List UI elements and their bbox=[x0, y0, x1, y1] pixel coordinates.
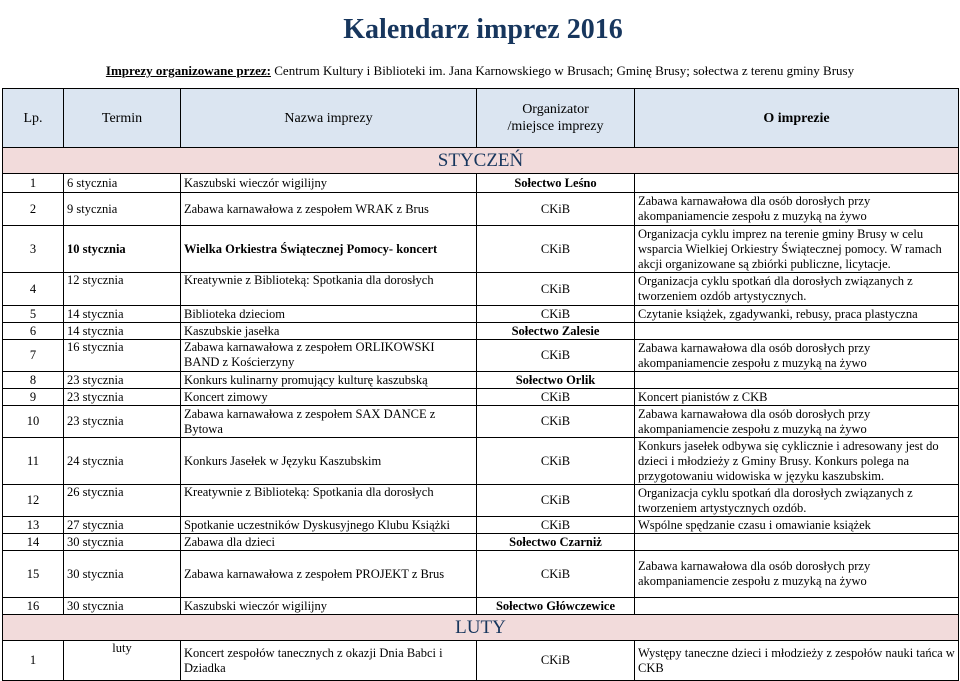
cell-date: 30 stycznia bbox=[64, 551, 181, 598]
cell-about: Wspólne spędzanie czasu i omawianie książek bbox=[635, 517, 959, 534]
cell-organizer: CKiB bbox=[477, 406, 635, 438]
events-table bbox=[2, 88, 959, 681]
cell-date: 27 stycznia bbox=[64, 517, 181, 534]
cell-no: 4 bbox=[3, 273, 64, 306]
cell-organizer: CKiB bbox=[477, 641, 635, 681]
cell-no: 8 bbox=[3, 372, 64, 389]
cell-date: 16 stycznia bbox=[64, 340, 181, 372]
cell-no: 6 bbox=[3, 323, 64, 340]
cell-name: Zabawa karnawałowa z zespołem WRAK z Brus bbox=[181, 193, 477, 226]
cell-name: Konkurs Jasełek w Języku Kaszubskim bbox=[181, 438, 477, 485]
cell-organizer: CKiB bbox=[477, 438, 635, 485]
cell-about: Organizacja cyklu spotkań dla dorosłych związanych z tworzeniem ozdób artystycznych. bbox=[635, 273, 959, 306]
cell-about bbox=[635, 598, 959, 615]
cell-organizer: CKiB bbox=[477, 193, 635, 226]
table-row bbox=[3, 340, 959, 372]
cell-no: 1 bbox=[3, 641, 64, 681]
cell-name: Zabawa dla dzieci bbox=[181, 534, 477, 551]
month-row-january bbox=[3, 148, 959, 174]
cell-organizer: Sołectwo Leśno bbox=[477, 174, 635, 193]
table-row bbox=[3, 517, 959, 534]
cell-about bbox=[635, 174, 959, 193]
cell-date: 14 stycznia bbox=[64, 306, 181, 323]
header-date: Termin bbox=[64, 89, 181, 148]
cell-date: 24 stycznia bbox=[64, 438, 181, 485]
cell-name: Spotkanie uczestników Dyskusyjnego Klubu Książki bbox=[181, 517, 477, 534]
cell-date: 6 stycznia bbox=[64, 174, 181, 193]
cell-date: 9 stycznia bbox=[64, 193, 181, 226]
cell-date: luty bbox=[64, 641, 181, 681]
table-row bbox=[3, 598, 959, 615]
cell-name: Kreatywnie z Biblioteką: Spotkania dla dorosłych bbox=[181, 485, 477, 517]
table-row bbox=[3, 174, 959, 193]
cell-organizer: Sołectwo Czarniż bbox=[477, 534, 635, 551]
table-row bbox=[3, 193, 959, 226]
table-row bbox=[3, 406, 959, 438]
cell-no: 5 bbox=[3, 306, 64, 323]
month-label: STYCZEŃ bbox=[3, 148, 959, 174]
cell-organizer: Sołectwo Orlik bbox=[477, 372, 635, 389]
header-organizer-line1: Organizator bbox=[522, 102, 589, 117]
cell-about: Organizacja cyklu imprez na terenie gminy Brusy w celu wsparcia Wielkiej Orkiestry Świątecznej pomocy. W ramach akcji organizowane są zbiórki publiczne, licytacje. bbox=[635, 226, 959, 273]
cell-no: 1 bbox=[3, 174, 64, 193]
cell-about: Zabawa karnawałowa dla osób dorosłych przy akompaniamencie zespołu z muzyką na żywo bbox=[635, 340, 959, 372]
table-row bbox=[3, 438, 959, 485]
cell-no: 7 bbox=[3, 340, 64, 372]
cell-name: Koncert zimowy bbox=[181, 389, 477, 406]
table-row bbox=[3, 273, 959, 306]
cell-organizer: Sołectwo Zalesie bbox=[477, 323, 635, 340]
table-row bbox=[3, 551, 959, 598]
cell-date: 12 stycznia bbox=[64, 273, 181, 306]
cell-name: Zabawa karnawałowa z zespołem PROJEKT z Brus bbox=[181, 551, 477, 598]
cell-organizer: CKiB bbox=[477, 389, 635, 406]
cell-no: 15 bbox=[3, 551, 64, 598]
table-row bbox=[3, 485, 959, 517]
cell-organizer: CKiB bbox=[477, 340, 635, 372]
header-name: Nazwa imprezy bbox=[181, 89, 477, 148]
cell-no: 12 bbox=[3, 485, 64, 517]
cell-no: 3 bbox=[3, 226, 64, 273]
cell-name: Wielka Orkiestra Świątecznej Pomocy- koncert bbox=[181, 226, 477, 273]
cell-about bbox=[635, 372, 959, 389]
cell-no: 10 bbox=[3, 406, 64, 438]
header-about: O imprezie bbox=[635, 89, 959, 148]
cell-date: 23 stycznia bbox=[64, 372, 181, 389]
cell-about: Koncert pianistów z CKB bbox=[635, 389, 959, 406]
header-organizer bbox=[477, 89, 635, 148]
subtitle-text: Centrum Kultury i Biblioteki im. Jana Karnowskiego w Brusach; Gminę Brusy; sołectwa z terenu gminy Brusy bbox=[271, 63, 855, 78]
month-label: LUTY bbox=[3, 615, 959, 641]
cell-date: 10 stycznia bbox=[64, 226, 181, 273]
cell-about bbox=[635, 323, 959, 340]
cell-organizer: Sołectwo Główczewice bbox=[477, 598, 635, 615]
cell-about: Występy taneczne dzieci i młodzieży z zespołów nauki tańca w CKB bbox=[635, 641, 959, 681]
cell-date: 23 stycznia bbox=[64, 389, 181, 406]
table-row bbox=[3, 323, 959, 340]
cell-organizer: CKiB bbox=[477, 517, 635, 534]
cell-no: 2 bbox=[3, 193, 64, 226]
cell-about: Zabawa karnawałowa dla osób dorosłych przy akompaniamencie zespołu z muzyką na żywo bbox=[635, 193, 959, 226]
cell-date: 30 stycznia bbox=[64, 534, 181, 551]
cell-name: Zabawa karnawałowa z zespołem ORLIKOWSKI BAND z Kościerzyny bbox=[181, 340, 477, 372]
cell-about: Organizacja cyklu spotkań dla dorosłych związanych z tworzeniem artystycznych ozdób. bbox=[635, 485, 959, 517]
table-row bbox=[3, 306, 959, 323]
table-row bbox=[3, 534, 959, 551]
month-row-february bbox=[3, 615, 959, 641]
cell-name: Kaszubski wieczór wigilijny bbox=[181, 598, 477, 615]
cell-about: Czytanie książek, zgadywanki, rebusy, praca plastyczna bbox=[635, 306, 959, 323]
cell-about: Konkurs jasełek odbywa się cyklicznie i adresowany jest do dzieci i młodzieży z Gminy Brusy. Konkurs polega na przygotowaniu widowiska w języku kaszubskim. bbox=[635, 438, 959, 485]
cell-date: 26 stycznia bbox=[64, 485, 181, 517]
cell-about bbox=[635, 534, 959, 551]
cell-no: 14 bbox=[3, 534, 64, 551]
cell-name: Kaszubskie jasełka bbox=[181, 323, 477, 340]
cell-name: Koncert zespołów tanecznych z okazji Dnia Babci i Dziadka bbox=[181, 641, 477, 681]
table-row bbox=[3, 372, 959, 389]
document-title: Kalendarz imprez 2016 bbox=[343, 14, 623, 45]
header-organizer-line2: /miejsce imprezy bbox=[507, 119, 604, 134]
table-row bbox=[3, 641, 959, 681]
subtitle-lead: Imprezy organizowane przez: bbox=[105, 63, 271, 78]
cell-date: 14 stycznia bbox=[64, 323, 181, 340]
table-row bbox=[3, 389, 959, 406]
cell-organizer: CKiB bbox=[477, 273, 635, 306]
cell-date: 30 stycznia bbox=[64, 598, 181, 615]
cell-no: 9 bbox=[3, 389, 64, 406]
cell-name: Biblioteka dzieciom bbox=[181, 306, 477, 323]
cell-organizer: CKiB bbox=[477, 306, 635, 323]
table-row bbox=[3, 226, 959, 273]
cell-name: Konkurs kulinarny promujący kulturę kaszubską bbox=[181, 372, 477, 389]
cell-name: Kreatywnie z Biblioteką: Spotkania dla dorosłych bbox=[181, 273, 477, 306]
cell-organizer: CKiB bbox=[477, 226, 635, 273]
header-no: Lp. bbox=[3, 89, 64, 148]
header-row bbox=[3, 89, 959, 148]
cell-no: 13 bbox=[3, 517, 64, 534]
cell-about: Zabawa karnawałowa dla osób dorosłych przy akompaniamencie zespołu z muzyką na żywo bbox=[635, 551, 959, 598]
cell-organizer: CKiB bbox=[477, 551, 635, 598]
cell-date: 23 stycznia bbox=[64, 406, 181, 438]
cell-name: Zabawa karnawałowa z zespołem SAX DANCE z Bytowa bbox=[181, 406, 477, 438]
cell-no: 11 bbox=[3, 438, 64, 485]
cell-name: Kaszubski wieczór wigilijny bbox=[181, 174, 477, 193]
document-subtitle bbox=[0, 63, 960, 79]
cell-about: Zabawa karnawałowa dla osób dorosłych przy akompaniamencie zespołu z muzyką na żywo bbox=[635, 406, 959, 438]
cell-no: 16 bbox=[3, 598, 64, 615]
cell-organizer: CKiB bbox=[477, 485, 635, 517]
